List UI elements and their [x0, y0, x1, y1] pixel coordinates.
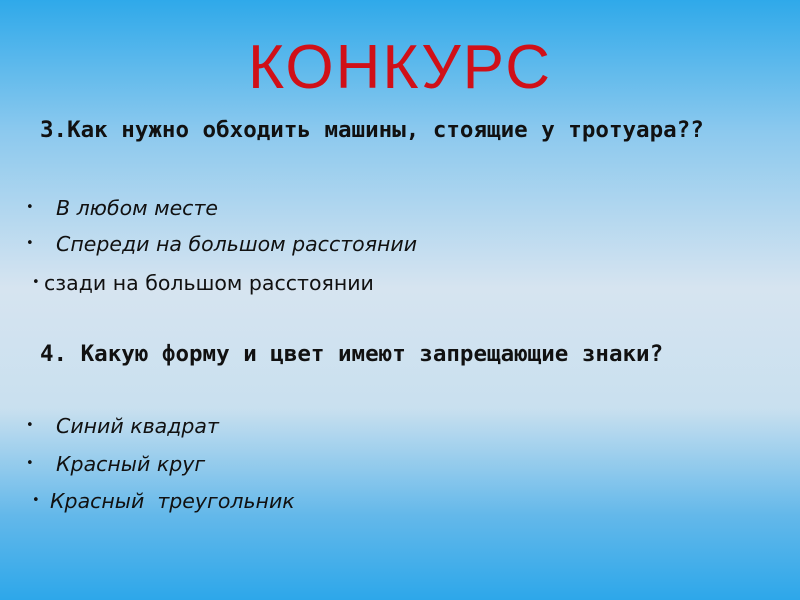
bullet-icon: •	[26, 418, 34, 433]
answer-text: сзади на большом расстоянии	[44, 271, 374, 295]
bullet-icon: •	[26, 236, 34, 251]
question-4: 4. Какую форму и цвет имеют запрещающие знаки?	[40, 341, 664, 367]
slide-title: КОНКУРС	[247, 33, 553, 102]
question-3: 3.Как нужно обходить машины, стоящие у тротуара??	[40, 117, 704, 143]
bullet-icon: •	[26, 200, 34, 215]
answer-text: Красный треугольник	[50, 489, 295, 513]
bullet-icon: •	[32, 275, 40, 290]
bullet-icon: •	[32, 493, 40, 508]
answer-text: Синий квадрат	[56, 414, 219, 438]
answer-text: Красный круг	[56, 452, 206, 476]
answer-text: Спереди на большом расстоянии	[56, 232, 418, 256]
bullet-icon: •	[26, 456, 34, 471]
answer-text: В любом месте	[56, 196, 219, 220]
